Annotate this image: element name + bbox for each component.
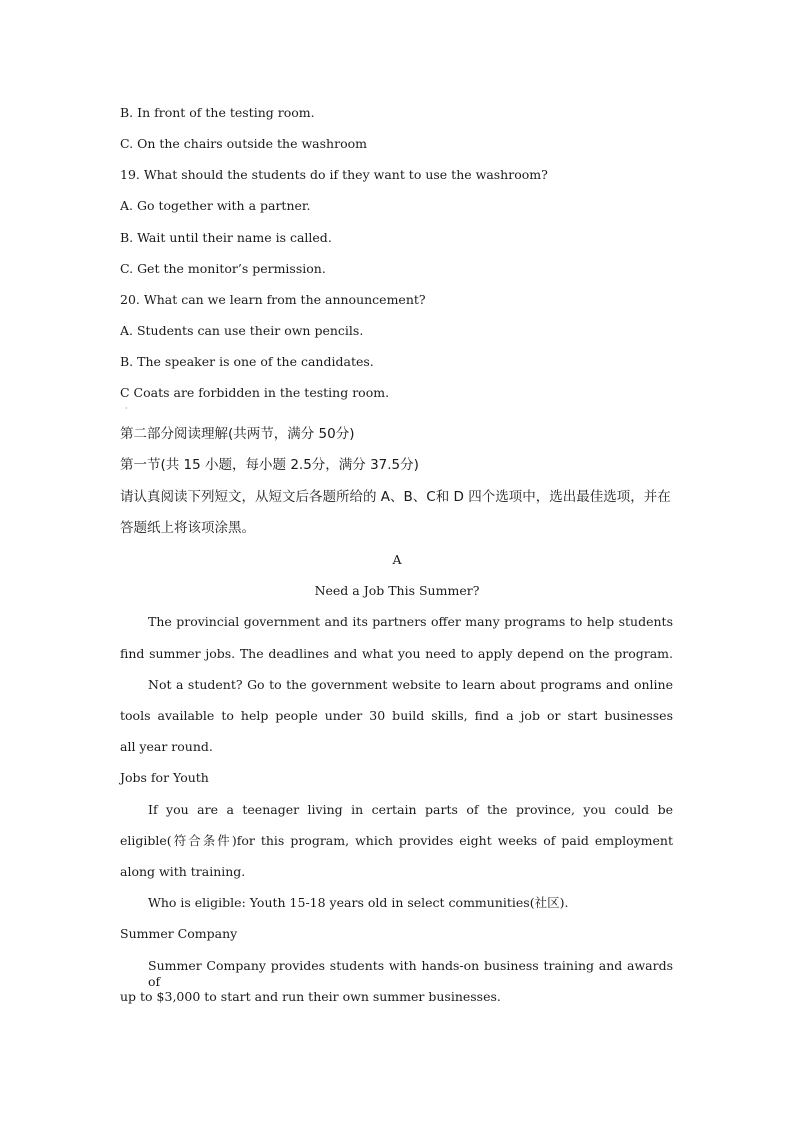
part-heading: 第二部分阅读理解(共两节，满分 50分) — [120, 426, 355, 442]
passage-letter: A — [392, 552, 402, 567]
q20-option-a: A. Students can use their own pencils. — [120, 323, 364, 338]
paragraph-2-line-3: all year round. — [120, 739, 213, 754]
q20-question: 20. What can we learn from the announcement? — [120, 292, 426, 307]
passage-title: Need a Job This Summer? — [314, 583, 480, 598]
instruction-line-2: 答题纸上将该项涂黑。 — [120, 520, 255, 536]
q19-question: 19. What should the students do if they want to use the washroom? — [120, 167, 548, 182]
q19-option-c: C. Get the monitor’s permission. — [120, 261, 326, 276]
jobs-for-youth-heading: Jobs for Youth — [120, 770, 209, 785]
paragraph-2-line-2: tools available to help people under 30 build skills, find a job or start businesses — [120, 708, 673, 723]
paragraph-1-line-1: The provincial government and its partners offer many programs to help students — [148, 614, 673, 629]
q18-option-c: C. On the chairs outside the washroom — [120, 136, 367, 151]
eligibility-line: Who is eligible: Youth 15-18 years old in select communities(社区). — [148, 895, 569, 910]
q18-option-b: B. In front of the testing room. — [120, 105, 315, 120]
instruction-line-1: 请认真阅读下列短文，从短文后各题所给的 A、B、C和 D 四个选项中，选出最佳选项，并在 — [120, 489, 671, 505]
paragraph-5-line-1: Summer Company provides students with hands-on business training and awards of — [148, 958, 673, 989]
paragraph-2-line-1: Not a student? Go to the government website to learn about programs and online — [148, 677, 673, 692]
q20-option-c: C Coats are forbidden in the testing room. — [120, 385, 390, 400]
paragraph-3-line-2: eligible(符合条件)for this program, which provides eight weeks of paid employment — [120, 833, 673, 848]
paragraph-3-line-3: along with training. — [120, 864, 246, 879]
paragraph-1-line-2: find summer jobs. The deadlines and what you need to apply depend on the program. — [120, 646, 673, 661]
paragraph-3-line-1: If you are a teenager living in certain parts of the province, you could be — [148, 802, 673, 817]
stray-mark: · — [125, 404, 128, 413]
q20-option-b: B. The speaker is one of the candidates. — [120, 354, 374, 369]
paragraph-5-line-2: up to $3,000 to start and run their own summer businesses. — [120, 989, 501, 1004]
q19-option-a: A. Go together with a partner. — [120, 198, 311, 213]
q19-option-b: B. Wait until their name is called. — [120, 230, 332, 245]
section-heading: 第一节(共 15 小题，每小题 2.5分，满分 37.5分) — [120, 457, 419, 473]
summer-company-heading: Summer Company — [120, 926, 238, 941]
